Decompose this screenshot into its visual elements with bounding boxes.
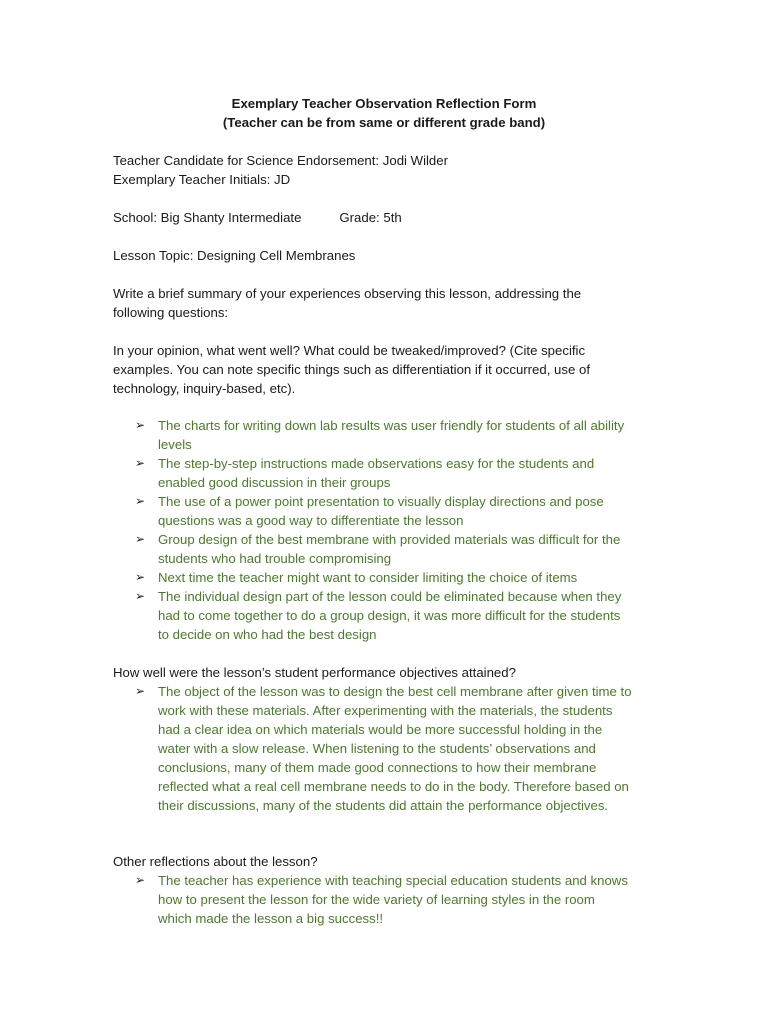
- question-1-answers: [135, 416, 655, 644]
- list-item: ➢ The individual design part of the lesson could be eliminated because when they had to come together to do a group design, it was more difficult for the students to decide on who had the best design: [135, 589, 622, 642]
- list-item: ➢ The charts for writing down lab results was user friendly for students of all ability levels: [135, 418, 625, 452]
- arrowhead-bullet-icon: ➢: [135, 532, 146, 546]
- arrowhead-bullet-icon: ➢: [135, 494, 146, 508]
- question-2-heading: How well were the lesson’s student performance objectives attained?: [113, 665, 516, 680]
- arrowhead-bullet-icon: ➢: [135, 456, 146, 470]
- school-info: [113, 208, 653, 227]
- question-2-answers: [135, 682, 655, 815]
- question-3-answers: [135, 871, 655, 928]
- form-title: [0, 94, 768, 132]
- question-3-heading: Other reflections about the lesson?: [113, 854, 318, 869]
- teacher-initials: Exemplary Teacher Initials: JD: [113, 172, 291, 187]
- list-item: ➢ The step-by-step instructions made observations easy for the students and enabled good discussion in their groups: [135, 456, 595, 490]
- question-1-prompt: In your opinion, what went well? What could be tweaked/improved? (Cite specific examples. You can note specific things such as differentiation if it occurred, use of technology, inquiry-based, etc).: [113, 343, 590, 396]
- arrowhead-bullet-icon: ➢: [135, 684, 146, 698]
- candidate-name: Teacher Candidate for Science Endorsement: Jodi Wilder: [113, 153, 448, 168]
- school-name: School: Big Shanty Intermediate: [113, 210, 302, 225]
- list-item: ➢ Group design of the best membrane with provided materials was difficult for the students who had trouble compromising: [135, 532, 621, 566]
- list-item: ➢ The use of a power point presentation to visually display directions and pose questions was a good way to differentiate the lesson: [135, 494, 604, 528]
- form-title-line-2: (Teacher can be from same or different grade band): [222, 115, 546, 130]
- candidate-info: [113, 151, 653, 189]
- arrowhead-bullet-icon: ➢: [135, 418, 146, 432]
- list-item: ➢ The object of the lesson was to design the best cell membrane after given time to work with these materials. After experimenting with the materials, the students had a clear idea on which materials would be more successful holding in the water with a slow release. When listening to the students’ observations and conclusions, many of them made good connections to how their membrane reflected what a real cell membrane needs to do in the body. Therefore based on their discussions, many of the students did attain the performance objectives.: [135, 684, 632, 813]
- grade-level: Grade: 5th: [339, 210, 402, 225]
- arrowhead-bullet-icon: ➢: [135, 589, 146, 603]
- arrowhead-bullet-icon: ➢: [135, 873, 146, 887]
- list-item: ➢ The teacher has experience with teaching special education students and knows how to present the lesson for the wide variety of learning styles in the room which made the lesson a big success!!: [135, 873, 628, 926]
- summary-prompt: Write a brief summary of your experiences observing this lesson, addressing the following questions:: [113, 286, 582, 320]
- lesson-topic: Lesson Topic: Designing Cell Membranes: [113, 248, 356, 263]
- list-item: ➢ Next time the teacher might want to consider limiting the choice of items: [135, 570, 578, 585]
- arrowhead-bullet-icon: ➢: [135, 570, 146, 584]
- form-title-line-1: Exemplary Teacher Observation Reflection Form: [231, 96, 537, 111]
